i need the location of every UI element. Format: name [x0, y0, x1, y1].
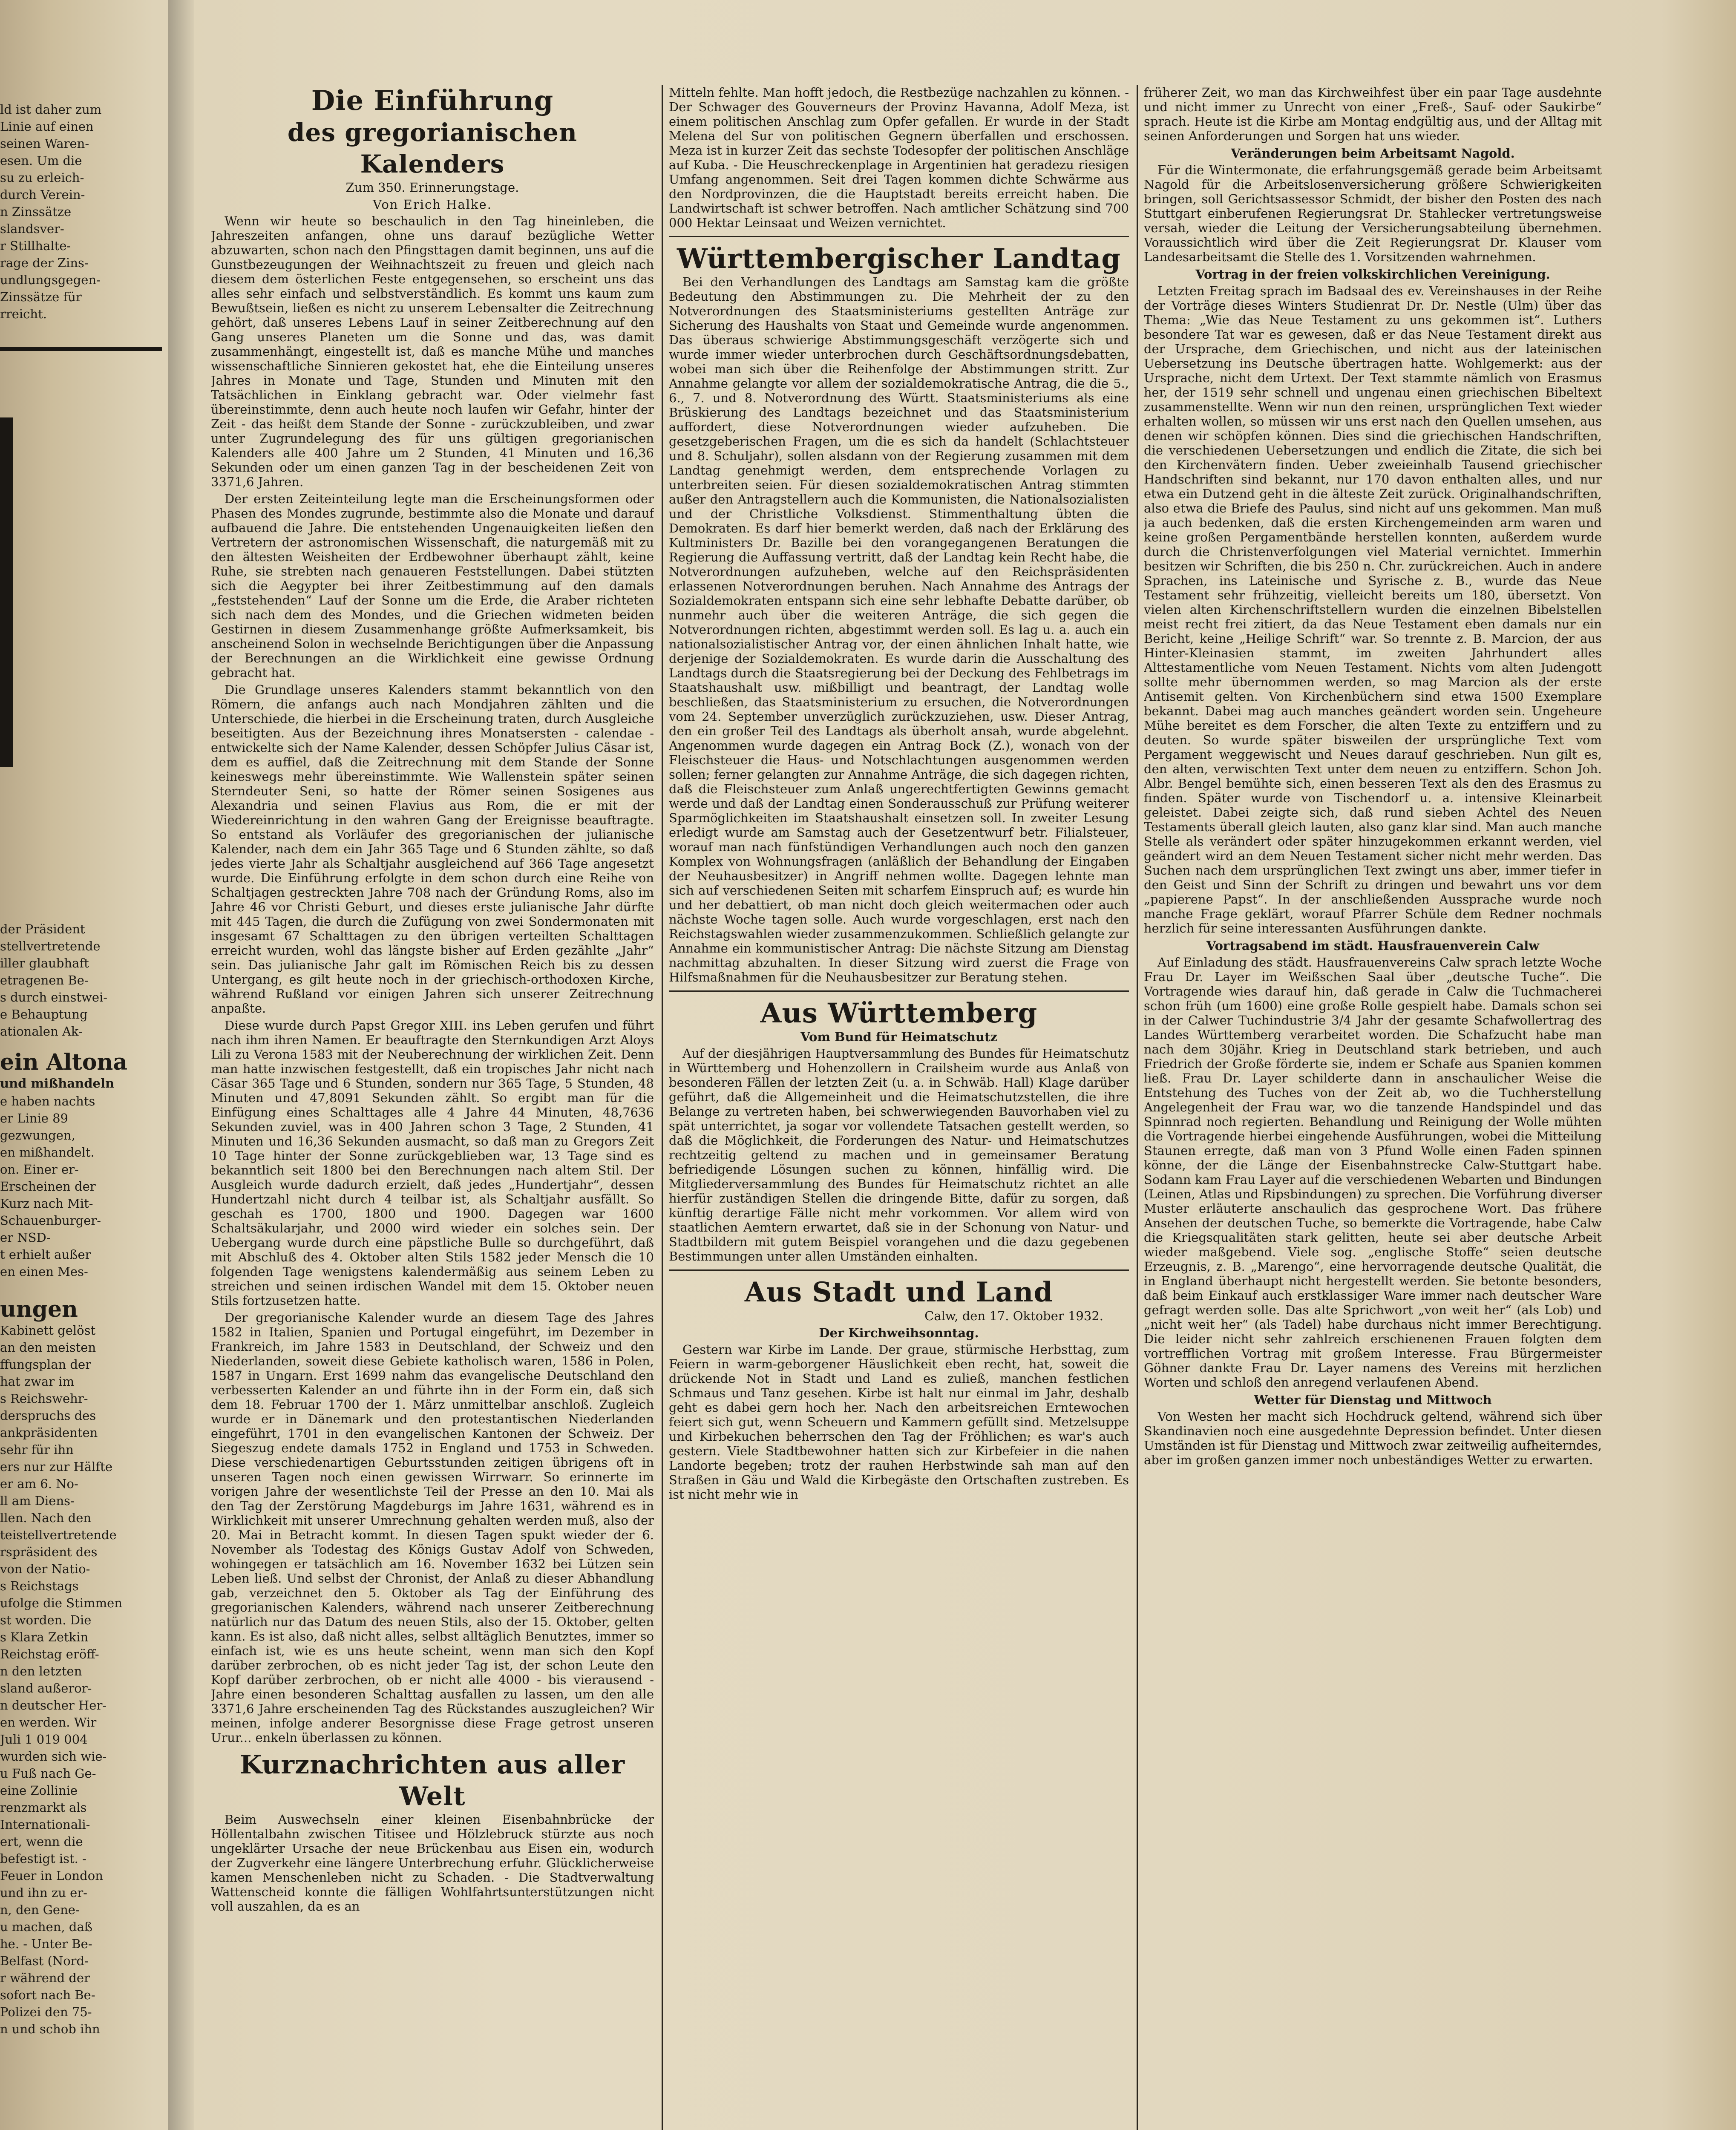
paragraph: s Klara Zetkin — [0, 1630, 89, 1644]
paragraph: s Reichswehr- — [0, 1391, 88, 1406]
fragment-subheading: und mißhandeln — [0, 1076, 115, 1091]
paragraph: von der Natio- — [0, 1562, 90, 1576]
paragraph: r während der — [0, 1971, 90, 1985]
kurznachrichten-body — [211, 1812, 654, 1914]
fragment-lines-low — [0, 1094, 162, 1279]
paragraph: Diese wurde durch Papst Gregor XIII. ins Leben gerufen und führt nach ihm ihren Namen. Er beauftragte den Sternkundigen Arzt Aloys Lili zu Verona 1583 mit der Neuberechnung der wirklichen Zeit. Denn man hatte inzwischen festgestellt, daß ein tropisches Jahr nicht nach Cäsar 365 Tage und 6 Stunden, sondern nur 365 Tage, 5 Stunden, 48 Minuten und 47,8091 Sekunden zählt. So ergibt man für die Einfügung eines Schalttages alle 4 Jahre 44 Minuten, 48,7636 Sekunden zuviel, was in 400 Jahren schon 3 Tage, 2 Stunden, 41 Minuten und 16,36 Sekunden ausmacht, so daß man zu Gregors Zeit 10 Tage hinter der Sonne zurückgeblieben war, 13 Tage sind es bekanntlich seit 1800 bei den Berechnungen nach altem Stil. Der Ausgleich wurde dadurch erzielt, daß jedes „Hundertjahr“, dessen Hundertzahl nicht durch 4 teilbar ist, als Schaltjahr ausfällt. So geschah es 1700, 1800 und 1900. Dagegen war 1600 Schaltsäkularjahr, und 2000 wird wieder ein solches sein. Der Uebergang wurde durch eine päpstliche Bulle so durchgeführt, daß mit Abschluß des 4. Oktober alten Stils 1582 jeder Mensch die 10 folgenden Tage wenigstens kalendermäßig aus seinem Leben zu streichen und seinen irdischen Wandel mit dem 15. Oktober neuen Stils fortzusetzen hatte. — [211, 1018, 654, 1308]
subheading-kirchweih: Der Kirchweihsonntag. — [819, 1326, 979, 1340]
paragraph: Erscheinen der — [0, 1179, 96, 1194]
paragraph: rreicht. — [0, 307, 47, 321]
paragraph: ankpräsidenten — [0, 1425, 98, 1440]
subheading-heimatschutz: Vom Bund für Heimatschutz — [800, 1030, 997, 1044]
landtag-body — [669, 275, 1129, 984]
paragraph: n und schob ihn — [0, 2022, 100, 2036]
paragraph: s Reichstags — [0, 1579, 79, 1593]
paragraph: er Linie 89 — [0, 1111, 69, 1125]
subheading-vortrag: Vortrag in der freien volkskirchlichen Vereinigung. — [1195, 267, 1550, 282]
fragment-heading-2: ungen — [0, 1296, 78, 1322]
paragraph: slandsver- — [0, 222, 64, 236]
paragraph: Der ersten Zeiteinteilung legte man die Erscheinungsformen oder Phasen des Mondes zugrunde, bestimmte also die Monate und darauf aufbauend die Jahre. Die entstehenden Ungenauigkeiten ließen den Vertretern der astronomischen Wissenschaft, die naturgemäß mit zu den ältesten Weisheiten der Erdbewohner überhaupt zählt, keine Ruhe, sie strebten nach genaueren Feststellungen. Dabei stützten sich die Aegypter bei ihrer Zeitbestimmung auf den damals „feststehenden“ Lauf der Sonne um die Erde, die Araber richteten sich nach dem des Mondes, und die Griechen widmeten beiden Gestirnen in diesem Zusammenhange größte Aufmerksamkeit, bis anscheinend Solon in wechselnde Berichtigungen über die Anpassung der Berechnungen an die Wirklichkeit eine gewisse Ordnung gebracht hat. — [211, 492, 654, 680]
paragraph: stellvertretende — [0, 939, 101, 953]
subheading-hausfrauen: Vortragsabend im städt. Hausfrauenverein Calw — [1206, 938, 1540, 953]
paragraph: on. Einer er- — [0, 1162, 79, 1177]
paragraph: n deutscher Her- — [0, 1698, 107, 1713]
wuerttemberg-body — [669, 1046, 1129, 1264]
paragraph: undlungsgegen- — [0, 273, 101, 287]
subheading-wetter: Wetter für Dienstag und Mittwoch — [1254, 1393, 1492, 1407]
paragraph: Juli 1 019 004 — [0, 1732, 88, 1747]
article-byline: Von Erich Halke. — [373, 197, 492, 212]
paragraph: Letzten Freitag sprach im Badsaal des ev. Vereinshauses in der Reihe der Vorträge dieses Winters Studienrat Dr. Dr. Nestle (Ulm) über das Thema: „Wie das Neue Testament zu uns gekommen ist“. Luthers besondere Tat war es gewesen, daß er das Neue Testament direkt aus der Ursprache, dem Griechischen, und nicht aus der lateinischen Uebersetzung ins Deutsche übertragen hatte. Wohlgemerkt: aus der Ursprache, nicht dem Urtext. Der Text stammte nämlich von Erasmus her, der 1519 sehr schnell und ungenau einen griechischen Bibeltext zusammenstellte. Wenn wir nun den reinen, ursprünglichen Text wieder erhalten wollen, so müssen wir uns erst nach den Quellen umsehen, aus denen wir schöpfen können. Dies sind die griechischen Handschriften, die verschiedenen Uebersetzungen und endlich die Zitate, die sich bei den Kirchenvätern finden. Ueber zweieinhalb Tausend griechischer Handschriften sind bekannt, nur 170 davon enthalten alles, und nur etwa ein Dutzend geht in die älteste Zeit zurück. Originalhandschriften, also etwa die Briefe des Paulus, sind nicht auf uns gekommen. Man muß ja auch bedenken, daß die ersten Kirchengemeinden arm waren und keine großen Pergamentbände herstellen konnten, außerdem wurde durch die Christenverfolgungen viel Material vernichtet. Immerhin besitzen wir Schriften, die bis 250 n. Chr. zurückreichen. Auch in andere Sprachen, ins Lateinische und Syrische z. B., wurde das Neue Testament sehr frühzeitig, vielleicht bereits um 180, übersetzt. Von vielen alten Kirchenschriftstellern wurden die einzelnen Bibelstellen meist recht frei zitiert, da das Neue Testament eben damals nur ein Bericht, keine „Heilige Schrift“ war. So trennte z. B. Marcion, der aus Hinter-Kleinasien stammt, im zweiten Jahrhundert alles Alttestamentliche vom Neuen Testament. Nichts vom alten Judengott sollte mehr übernommen werden, so mag Marcion als der erste Antisemit gelten. Von Kirchenbüchern sind etwa 1500 Exemplare bekannt. Dabei mag auch manches geändert worden sein. Ungeheure Mühe bereitet es dem Forscher, die alten Texte zu entziffern und zu deuten. So wurde später bisweilen der ursprüngliche Text vom Pergament weggewischt und Neues darauf geschrieben. Nun gilt es, den alten, verwischten Text unter dem neuen zu entziffern. Schon Joh. Albr. Bengel bemühte sich, einen besseren Text als den des Erasmus zu finden. Später wurde von Tischendorf u. a. intensive Kleinarbeit geleistet. Dabei zeigte sich, daß rund sieben Achtel des Neuen Testaments überall gleich lauten, also ganz klar sind. Man auch manche Stelle als verändert oder später hinzugekommen erkannt werden, viel geändert wird an dem Neuen Testament sicher nicht mehr werden. Das Suchen nach dem ursprünglichen Text zwingt uns aber, immer tiefer in den Geist und Sinn der Schrift zu dringen und bewahrt uns vor dem „papierene Papst“. In der anschließenden Aussprache wurde noch manche Frage geklärt, worauf Pfarrer Schüle dem Redner nochmals herzlich für seine interessanten Ausführungen dankte. — [1144, 284, 1602, 935]
wetter-body — [1144, 1409, 1602, 1467]
paragraph: s durch einstwei- — [0, 990, 108, 1005]
left-fragment-column — [0, 102, 162, 2130]
fragment-lines-top — [0, 102, 162, 321]
paragraph: Mitteln fehlte. Man hofft jedoch, die Restbezüge nachzahlen zu können. - Der Schwager des Gouverneurs der Provinz Havanna, Adolf Meza, ist einem politischen Anschlag zum Opfer gefallen. Er wurde in der Stadt Melena del Sur von politischen Gegnern überfallen und erschossen. Meza ist in kurzer Zeit das sechste Todesopfer der politischen Anschläge auf Kuba. - Die Heuschreckenplage in Argentinien hat geradezu riesigen Umfang angenommen. Seit drei Tagen kommen dichte Schwärme aus den Nordprovinzen, die die Hauptstadt bereits erreicht haben. Die Landwirtschaft ist schwer betroffen. Nach amtlicher Schätzung sind 700 000 Hektar Leinsaat und Weizen vernichtet. — [669, 85, 1129, 230]
kirchweih-continued — [1144, 85, 1602, 143]
section-heading-kurznachrichten: Kurznachrichten aus aller Welt — [239, 1750, 625, 1811]
article-body — [211, 214, 654, 1745]
column-1 — [211, 85, 654, 2130]
stadt-land-body — [669, 1342, 1129, 1502]
paragraph: Belfast (Nord- — [0, 1954, 89, 1968]
paragraph: teistellvertretende — [0, 1528, 117, 1542]
paragraph: und ihn zu er- — [0, 1885, 87, 1900]
divider — [669, 990, 1129, 992]
section-heading-landtag: Württembergischer Landtag — [677, 243, 1121, 275]
paragraph: Beim Auswechseln einer kleinen Eisenbahnbrücke der Höllentalbahn zwischen Titisee und Hölzlebruck stürzte aus noch ungeklärter Ursache der neue Brückenbau aus Eisen ein, wodurch der Zugverkehr eine längere Unterbrechung erfuhr. Glücklicherweise kamen Menschenleben nicht zu Schaden. - Die Stadtverwaltung Wattenscheid konnte die fälligen Wohlfahrtsunterstützungen nicht voll auszahlen, da es an — [211, 1812, 654, 1914]
section-heading-stadt-land: Aus Stadt und Land — [744, 1276, 1054, 1308]
paragraph: llen. Nach den — [0, 1511, 92, 1525]
paragraph: eine Zollinie — [0, 1783, 78, 1798]
paragraph: n, den Gene- — [0, 1903, 80, 1917]
paragraph: e haben nachts — [0, 1094, 95, 1108]
paragraph: Wenn wir heute so beschaulich in den Tag hineinleben, die Jahreszeiten anfangen, ohne uns darauf bezügliche Wetter abzuwarten, schon nach den Pfingsttagen damit beginnen, uns auf die Gunstbezeugungen der Weihnachtszeit zu freuen und gleich nach diesem dem österlichen Feste entgegensehen, so erscheint uns das alles sehr einfach und selbstverständlich. Es kommt uns kaum zum Bewußtsein, ließen es nicht zu unserem Lebensalter die Zeitrechnung gehört, daß unseres Lebens Lauf in seiner Zeitberechnung auf den Gang unseres Planeten um die Sonne und das, was damit zusammenhängt, eingestellt ist, daß es manche Mühe und manches wissenschaftliche Sinnieren gekostet hat, ehe die Einteilung unseres Jahres in Monate und Tage, Stunden und Minuten mit den Tatsächlichen in Einklang gebracht war. Oder vielmehr fast übereinstimmte, denn auch heute noch laufen wir Gefahr, hinter der Zeit - das heißt dem Stande der Sonne - zurückzubleiben, und zwar unter Zugrundelegung des für uns gültigen gregorianischen Kalenders alle 400 Jahre um 2 Stunden, 41 Minuten und 16,36 Sekunden oder um einen ganzen Tag in der bescheidenen Zeit von 3371,6 Jahren. — [211, 214, 654, 489]
paragraph: Internationali- — [0, 1817, 90, 1832]
paragraph: esen. Um die — [0, 153, 82, 168]
paragraph: ll am Diens- — [0, 1494, 75, 1508]
paragraph: u machen, daß — [0, 1920, 93, 1934]
paragraph: ld ist daher zum — [0, 102, 102, 117]
paragraph: durch Verein- — [0, 187, 85, 202]
section-heading-wuerttemberg: Aus Württemberg — [760, 997, 1038, 1029]
paragraph: Bei den Verhandlungen des Landtags am Samstag kam die größte Bedeutung den Abstimmungen zu. Die Mehrheit der zu den Notverordnungen des Staatsministeriums gestellten Anträge zur Sicherung des Haushalts von Staat und Gemeinde wurde angenommen. Das überaus schwierige Abstimmungsgeschäft verzögerte sich und wurde immer wieder unterbrochen durch Geschäftsordnungsdebatten, wobei man sich über die Reihenfolge der Abstimmungen stritt. Zur Annahme gelangte vor allem der sozialdemokratische Antrag, die die 5., 6., 7. und 8. Notverordnung des Württ. Staatsministeriums als eine Brüskierung des Landtags bezeichnet und das Staatsministerium auffordert, diese Notverordnungen wieder aufzuheben. Die gesetzgeberischen Fragen, um die es sich da handelt (Schlachtsteuer und 8. Schuljahr), sollen alsdann von der Regierung zusammen mit dem Landtag genehmigt werden, dem entsprechende Vorlagen zu unterbreiten seien. Für diesen sozialdemokratischen Antrag stimmten außer den Antragstellern auch die Kommunisten, die Nationalsozialisten und der Christliche Volksdienst. Stimmenthaltung übten die Demokraten. Es darf hier bemerkt werden, daß nach der Erklärung des Kultministers Dr. Bazille bei den vorangegangenen Beratungen die Regierung die Auffassung vertritt, daß der Landtag kein Recht habe, die Notverordnungen aufzuheben, welche auf den Reichspräsidenten erlassenen Notverordnungen beruhen. Nach Annahme des Antrags der Sozialdemokraten entspann sich eine sehr lebhafte Debatte darüber, ob nunmehr auch über die weiteren Anträge, die sich gegen die Notverordnungen richten, abgestimmt werden soll. Es lag u. a. auch ein nationalsozialistischer Antrag vor, der einen ähnlichen Inhalt hatte, wie derjenige der Sozialdemokraten. Es wurde darin die Ausschaltung des Landtags durch die Staatsregierung bei der Deckung des Fehlbetrags im Staatshaushalt usw. mißbilligt und beantragt, der Landtag wolle beschließen, das Staatsministerium zu ersuchen, die Notverordnungen vom 24. September unverzüglich zurückzuziehen, usw. Dieser Antrag, den ein großer Teil des Landtags als überholt ansah, wurde abgelehnt. Angenommen wurde dagegen ein Antrag Bock (Z.), wonach von der Fleischsteuer die Haus- und Notschlachtungen ausgenommen werden sollen; ferner gelangten zur Annahme Anträge, die sich dagegen richten, daß die Fleischsteuer zum Anlaß ungerechtfertigten Gewinns gemacht werde und daß der Landtag einen Sonderausschuß zur Prüfung weiterer Sparmöglichkeiten im Staatshaushalt einsetzen soll. In zweiter Lesung erledigt wurde am Samstag auch der Gesetzentwurf betr. Filialsteuer, worauf man nach fünfstündigen Verhandlungen auch noch den ganzen Komplex von Wohnungsfragen (anläßlich der Behandlung der Eingaben der Neuhausbesitzer) in Angriff nehmen wollte. Dagegen lehnte man sich auf verschiedenen Seiten mit scharfem Einspruch auf; es wurde hin und her debattiert, ob man nicht doch gleich weitermachen oder auch nächste Woche tagen solle. Auch wurde vorgeschlagen, erst nach den Reichstagswahlen wieder zusammenzukommen. Schließlich gelangte zur Annahme ein kommunistischer Antrag: Die nächste Sitzung am Dienstag nachmittag abzuhalten. In dieser Sitzung wird zuerst die Frage von Hilfsmaßnahmen für die Neuhausbesitzer zur Beratung stehen. — [669, 275, 1129, 984]
fragment-lines-mid — [0, 922, 162, 1039]
paragraph: sland außeror- — [0, 1681, 92, 1695]
paragraph: rspräsident des — [0, 1545, 98, 1559]
black-margin-block — [0, 417, 13, 767]
fragment-heading: ein Altona — [0, 1049, 128, 1075]
paragraph: renzmarkt als — [0, 1800, 87, 1815]
black-bar — [0, 347, 162, 351]
binding-gutter — [168, 0, 194, 2130]
paragraph: en mißhandelt. — [0, 1145, 95, 1160]
vortrag-body — [1144, 284, 1602, 935]
subheading-arbeitsamt: Veränderungen beim Arbeitsamt Nagold. — [1231, 146, 1515, 161]
paragraph: Schauenburger- — [0, 1213, 101, 1228]
paragraph: Feuer in London — [0, 1868, 103, 1883]
divider — [669, 236, 1129, 237]
paragraph: seinen Waren- — [0, 136, 89, 151]
paragraph: sofort nach Be- — [0, 1988, 95, 2002]
paragraph: n Zinssätze — [0, 204, 72, 219]
paragraph: Für die Wintermonate, die erfahrungsgemäß gerade beim Arbeitsamt Nagold für die Arbeitslosenversicherung größere Schwierigkeiten bringen, soll Gerichtsassessor Schmidt, der bisher den Posten des nach Stuttgart einberufenen Regierungsrat Dr. Stahlecker vertretungsweise versah, wieder die Leitung der Versicherungsabteilung übernehmen. Voraussichtlich wird über die Zeit Regierungsrat Dr. Klauser vom Landesarbeitsamt die Stelle des 1. Vorsitzenden wahrnehmen. — [1144, 163, 1602, 264]
paragraph: en werden. Wir — [0, 1715, 97, 1730]
hausfrauen-body — [1144, 955, 1602, 1390]
paragraph: an den meisten — [0, 1340, 96, 1355]
paragraph: ers nur zur Hälfte — [0, 1459, 113, 1474]
paragraph: derspruchs des — [0, 1408, 96, 1423]
paragraph: gezwungen, — [0, 1128, 75, 1143]
paragraph: etragenen Be- — [0, 973, 89, 987]
paragraph: st worden. Die — [0, 1613, 92, 1627]
article-title-line2: des gregorianischen Kalenders — [287, 118, 578, 178]
paragraph: früherer Zeit, wo man das Kirchweihfest über ein paar Tage ausdehnte und nicht immer zu Unrecht von einer „Freß-, Sauf- oder Saukirbe“ sprach. Heute ist die Kirbe am Montag endgültig aus, und der Alltag mit seinen Anforderungen und Sorgen hat uns wieder. — [1144, 85, 1602, 143]
paragraph: Linie auf einen — [0, 119, 94, 134]
paragraph: Auf der diesjährigen Hauptversammlung des Bundes für Heimatschutz in Württemberg und Hohenzollern in Crailsheim wurde aus Anlaß von besonderen Fällen der letzten Zeit (u. a. in Schwäb. Hall) Klage darüber geführt, daß die Allgemeinheit und die Heimatschutzstellen, die ihre Belange zu vertreten haben, bei schwerwiegenden Bauvorhaben viel zu spät unterrichtet, ja sogar vor vollendete Tatsachen gestellt werden, so daß die Möglichkeit, die Forderungen des Natur- und Heimatschutzes rechtzeitig geltend zu machen und in gemeinsamer Beratung befriedigende Lösungen suchen zu können, hinfällig wird. Die Mitgliederversammlung des Bundes für Heimatschutz richtet an alle hierfür zuständigen Stellen die dringende Bitte, dafür zu sorgen, daß künftig derartige Fälle nicht mehr vorkommen. Vor allem wird von staatlichen Aemtern erwartet, daß sie in der Schonung von Natur- und Stadtbildern mit gutem Beispiel vorangehen und die dazu gegebenen Bestimmungen unter allen Umständen einhalten. — [669, 1046, 1129, 1264]
paragraph: en einen Mes- — [0, 1264, 88, 1279]
paragraph: he. - Unter Be- — [0, 1937, 92, 1951]
paragraph: wurden sich wie- — [0, 1749, 107, 1764]
paragraph: ffungsplan der — [0, 1357, 92, 1372]
column-divider-1 — [662, 85, 663, 2130]
divider — [669, 1269, 1129, 1271]
paragraph: Polizei den 75- — [0, 2005, 92, 2019]
paragraph: befestigt ist. - — [0, 1851, 86, 1866]
paragraph: e Behauptung — [0, 1007, 88, 1022]
column-divider-2 — [1137, 85, 1138, 2130]
paragraph: hat zwar im — [0, 1374, 75, 1389]
paragraph: sehr für ihn — [0, 1442, 74, 1457]
paragraph: der Präsident — [0, 922, 85, 936]
paragraph: n den letzten — [0, 1664, 82, 1678]
paragraph: Die Grundlage unseres Kalenders stammt bekanntlich von den Römern, die anfangs auch nach Mondjahren zählten und die Unterschiede, die hierbei in die Erscheinung traten, durch Ausgleiche beseitigten. Aus der Bezeichnung ihres Monatsersten - calendae - entwickelte sich der Name Kalender, dessen Schöpfer Julius Cäsar ist, dem es auffiel, daß die Zeitrechnung mit dem Stande der Sonne keineswegs mehr übereinstimmte. Wie Wallenstein später seinen Sterndeuter Seni, so hatte der Römer seinen Sosigenes aus Alexandria und seinen Flavius aus Rom, die er mit der Wiedereinrichtung in den wahren Gang der Ereignisse beauftragte. So entstand als Vorläufer des gregorianischen der julianische Kalender, nach dem ein Jahr 365 Tage und 6 Stunden zählte, so daß jedes vierte Jahr als Schaltjahr ausgleichend auf 366 Tage angesetzt wurde. Die Einführung erfolgte in dem schon durch eine Reihe von Schaltjagen gestreckten Jahre 708 nach der Gründung Roms, also im Jahre 46 vor Christi Geburt, und dieses erste julianische Jahr dürfte mit 445 Tagen, die durch die Zufügung von zwei Sondermonaten mit insgesamt 67 Schalttagen zu den übrigen verteilten Schalttagen erreicht wurden, wohl das längste bisher auf Erden gezählte „Jahr“ sein. Das julianische Jahr galt im Römischen Reich bis zu dessen Untergang, es gilt heute noch in der griechisch-orthodoxen Kirche, während Rußland vor einigen Jahren sich unserer Zeitrechnung anpaßte. — [211, 682, 654, 1016]
paragraph: u Fuß nach Ge- — [0, 1766, 96, 1781]
paragraph: iller glaubhaft — [0, 956, 89, 970]
article-subtitle: Zum 350. Erinnerungstage. — [345, 180, 519, 195]
paragraph: er NSD- — [0, 1230, 51, 1245]
paragraph: r Stillhalte- — [0, 239, 71, 253]
paragraph: Zinssätze für — [0, 290, 82, 304]
column-2 — [669, 85, 1129, 2130]
fragment-lines-bottom — [0, 1323, 162, 2036]
article-title-line1: Die Einführung — [311, 85, 554, 117]
paragraph: Kabinett gelöst — [0, 1323, 96, 1338]
paragraph: Auf Einladung des städt. Hausfrauenvereins Calw sprach letzte Woche Frau Dr. Layer im Weißschen Saal über „deutsche Tuche“. Die Vortragende wies darauf hin, daß gerade in Calw die Tuchmacherei schon früh (um 1600) eine große Rolle gespielt habe. Damals schon sei in der Calwer Tuchindustrie 3/4 Jahr der gesamte Schafwollertrag des Landes Württemberg verarbeitet worden. Die Schafzucht habe man nach dem 30jähr. Krieg in Deutschland stark betrieben, und auch Friedrich der Große förderte sie, indem er Schafe aus Spanien kommen ließ. Frau Dr. Layer schilderte dann in anschaulicher Weise die Entstehung des Tuches von der Zeit ab, wo die Tuchherstellung Angelegenheit der Frau war, wo die tanzende Handspindel und das Spinnrad noch regierten. Behandlung und Reinigung der Wolle mühten die Vortragende hierbei eingehende Ausführungen, wobei die Mitteilung Staunen erregte, daß man von 3 Pfund Wolle einen Faden spinnen könne, der die Länge der Eisenbahnstrecke Calw-Stuttgart habe. Sodann kam Frau Layer auf die verschiedenen Webarten und Bindungen (Leinen, Atlas und Ripsbindungen) zu sprechen. Die Vorführung diverser Muster erläuterte anschaulich das gesprochene Wort. Das frühere Ansehen der deutschen Tuche, so bemerkte die Vortragende, habe Calw die Kriegsqualitäten stark gelitten, heute sei aber deutsche Arbeit wieder maßgebend. Viele sog. „englische Stoffe“ seien deutsche Erzeugnis, z. B. „Marengo“, eine hervorragende deutsche Qualität, die in England überhaupt nicht hergestellt werden. Sie betonte besonders, daß beim Einkauf auch erstklassiger Ware immer nach deutscher Ware gefragt werden solle. Das alte Sprichwort „von weit her“ (als Lob) und „nicht weit her“ (als Tadel) habe durchaus nicht immer Berechtigung. Die leider nicht sehr zahlreich erschienenen Frauen folgten dem vortrefflichen Vortrag mit großem Interesse. Frau Bürgermeister Göhner dankte Frau Dr. Layer namens des Vereins mit herzlichen Worten und schloß den anregend verlaufenen Abend. — [1144, 955, 1602, 1390]
paragraph: Der gregorianische Kalender wurde an diesem Tage des Jahres 1582 in Italien, Spanien und Portugal eingeführt, im Dezember in Frankreich, im Jahre 1583 in Deutschland, der Schweiz und den Niederlanden, soweit diese Gebiete katholisch waren, 1586 in Polen, 1587 in Ungarn. Erst 1699 nahm das evangelische Deutschland den verbesserten Kalender an und führte ihn in der Form ein, daß sich dem 18. Februar 1700 der 1. März unmittelbar anschloß. Zugleich wurde er in Dänemark und den protestantischen Niederlanden eingeführt, 1701 in den evangelischen Kantonen der Schweiz. Der Siegeszug endete damals 1752 in England und 1753 in Schweden. Diese verschiedenartigen Geburtsstunden zeitigen übrigens oft in unseren Tagen noch einen gewissen Wirrwarr. So erinnerte im vorigen Jahre der wesentlichste Teil der Presse an den 10. Mai als den Tag der Zerstörung Magdeburgs im Jahre 1631, während es in Wirklichkeit mit unserer Umrechnung gehalten werden muß, also der 20. Mai in Betracht kommt. In diesen Tagen spukt wieder der 6. November als Todestag des Königs Gustav Adolf von Schweden, wohingegen er tatsächlich am 16. November 1632 bei Lützen sein Leben ließ. Und selbst der Chronist, der Anlaß zu dieser Abhandlung gab, verzeichnet den 5. Oktober als Tag der Einführung des gregorianischen Kalenders, während nach unserer Zeitberechnung natürlich nur das Datum des neuen Stils, also der 15. Oktober, gelten kann. Es ist also, daß nicht alles, selbst alltäglich Benutztes, immer so einfach ist, wie es uns heute scheint, wenn man sich den Kopf darüber zerbrochen, ob es nicht jeder Tag ist, der schon Leute den Kopf darüber zerbrochen, ob er nicht alle 4000 - bis vierausend - Jahre einen besonderen Schalttag ausfallen zu lassen, um den alle 3371,6 Jahre erscheinenden Tag des Rückstandes auszugleichen? Wir meinen, infolge anderer Besorgnisse diese Frage getrost unseren Urur... enkeln überlassen zu können. — [211, 1310, 654, 1745]
paragraph: t erhielt außer — [0, 1247, 91, 1262]
dateline: Calw, den 17. Oktober 1932. — [924, 1309, 1103, 1323]
paragraph: ert, wenn die — [0, 1834, 83, 1849]
paragraph: rage der Zins- — [0, 256, 89, 270]
arbeitsamt-body — [1144, 163, 1602, 264]
paragraph: ationalen Ak- — [0, 1024, 83, 1039]
paragraph: Kurz nach Mit- — [0, 1196, 93, 1211]
paragraph: Gestern war Kirbe im Lande. Der graue, stürmische Herbsttag, zum Feiern in warm-geborgener Häuslichkeit eben recht, hat, soweit die drückende Not in Stadt und Land es zuließ, manchen festlichen Schmaus und Tanz gesehen. Kirbe ist halt nur einmal im Jahr, deshalb geht es dabei gern hoch her. Nach den arbeitsreichen Erntewochen feiert sich gut, wenn Scheuern und Kammern gefüllt sind. Metzelsuppe und Kirbekuchen beherrschen den Tag der Fröhlichen; es war's auch gestern. Viele Stadtbewohner hatten sich zur Kirbefeier in die nahen Landorte begeben; trotz der rauhen Herbstwinde sah man auf den Straßen in Gäu und Wald die Kirbegäste den Ortschaften zustreben. Es ist nicht mehr wie in — [669, 1342, 1129, 1502]
paragraph: er am 6. No- — [0, 1477, 78, 1491]
kurznachrichten-continued — [669, 85, 1129, 230]
paragraph: Von Westen her macht sich Hochdruck geltend, während sich über Skandinavien noch eine ausgedehnte Depression befindet. Unter diesen Umständen ist für Dienstag und Mittwoch zwar zeitweilig aufheiterndes, aber im großen ganzen immer noch unbeständiges Wetter zu erwarten. — [1144, 1409, 1602, 1467]
paragraph: ufolge die Stimmen — [0, 1596, 122, 1610]
paragraph: Reichstag eröff- — [0, 1647, 99, 1661]
paragraph: su zu erleich- — [0, 170, 84, 185]
column-3 — [1144, 85, 1602, 2130]
